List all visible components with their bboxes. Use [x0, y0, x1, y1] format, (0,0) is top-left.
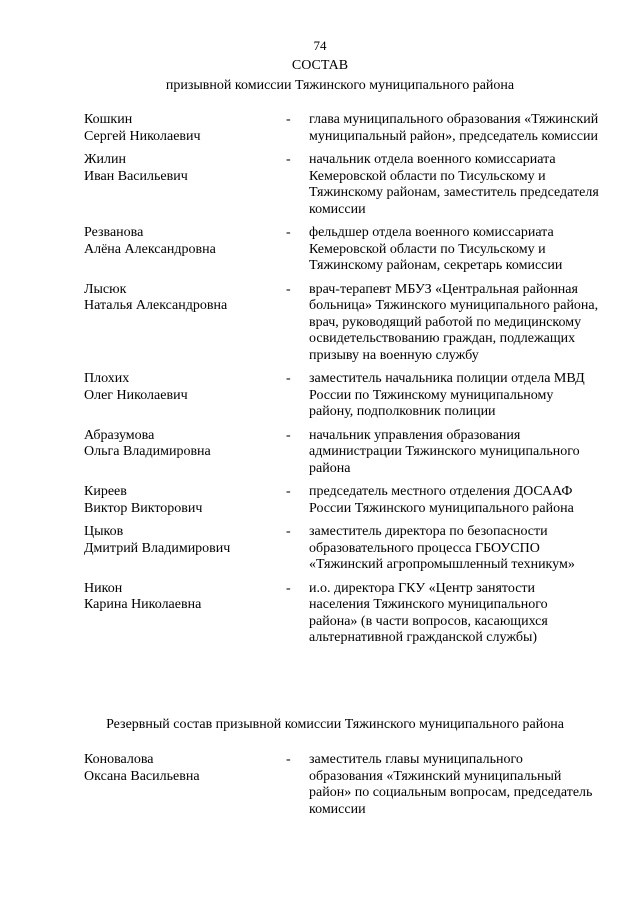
- member-name: [84, 524, 274, 557]
- member-surname: Абразумова: [84, 427, 155, 443]
- member-entry: [0, 225, 640, 275]
- member-dash: -: [286, 281, 291, 297]
- member-surname: Лысюк: [84, 281, 127, 297]
- member-entry: [0, 112, 640, 145]
- member-name: [84, 428, 274, 461]
- member-entry: [0, 428, 640, 478]
- member-name: [84, 282, 274, 315]
- member-given-name: Ольга Владимировна: [84, 444, 211, 459]
- member-dash: -: [286, 225, 291, 240]
- member-entry: [0, 371, 640, 421]
- member-name: [84, 752, 274, 785]
- member-name: [84, 152, 274, 185]
- member-role: врач-терапевт МБУЗ «Центральная районная больница» Тяжинского муниципального района, врач, руководящий работой по медицинскому освидетельствованию граждан, подлежащих призыву на военную службу: [309, 281, 599, 363]
- member-name: [84, 112, 274, 145]
- reserve-members-list: [0, 752, 640, 825]
- member-role: фельдшер отдела военного комиссариата Кемеровской области по Тисульскому и Тяжинскому районам, секретарь комиссии: [309, 225, 563, 273]
- member-surname: Цыков: [84, 524, 124, 539]
- member-given-name: Наталья Александровна: [84, 298, 228, 313]
- page-number: 74: [313, 38, 327, 53]
- member-given-name: Оксана Васильевна: [84, 768, 200, 784]
- member-role: начальник управления образования администрации Тяжинского муниципального района: [309, 427, 580, 476]
- member-entry: [0, 152, 640, 218]
- member-surname: Плохих: [84, 371, 130, 386]
- member-dash: -: [286, 580, 291, 596]
- member-dash: -: [286, 371, 291, 386]
- member-role: председатель местного отделения ДОСААФ России Тяжинского муниципального района: [309, 484, 574, 516]
- member-role: и.о. директора ГКУ «Центр занятости населения Тяжинского муниципального района» (в части вопросов, касающихся альтернативной гражданской службы): [309, 580, 548, 645]
- member-entry: [0, 524, 640, 574]
- member-surname: Жилин: [84, 152, 127, 167]
- member-dash: -: [286, 524, 291, 539]
- member-name: [84, 225, 274, 258]
- member-dash: -: [286, 152, 291, 167]
- member-surname: Коновалова: [84, 752, 154, 767]
- member-dash: -: [286, 484, 291, 499]
- member-name: [84, 581, 274, 614]
- member-role: заместитель директора по безопасности образовательного процесса ГБОУСПО «Тяжинский агропромышленный техникум»: [309, 524, 575, 572]
- member-surname: Никон: [84, 580, 123, 596]
- reserve-member-entry: [0, 752, 640, 818]
- member-given-name: Иван Васильевич: [84, 168, 188, 184]
- document-title: СОСТАВ: [291, 58, 349, 73]
- member-name: [84, 371, 274, 404]
- commission-members-list: [0, 112, 640, 654]
- member-entry: [0, 484, 640, 517]
- member-role: глава муниципального образования «Тяжинский муниципальный район», председатель комиссии: [309, 112, 599, 144]
- member-role: начальник отдела военного комиссариата Кемеровской области по Тисульскому и Тяжинскому районам, заместитель председателя комиссии: [309, 152, 599, 217]
- member-surname: Киреев: [84, 484, 127, 499]
- member-role: заместитель главы муниципального образования «Тяжинский муниципальный район» по социальным вопросам, председатель комиссии: [309, 752, 593, 817]
- member-given-name: Дмитрий Владимирович: [84, 540, 231, 556]
- member-role: заместитель начальника полиции отдела МВД России по Тяжинскому муниципальному району, подполковник полиции: [309, 371, 585, 419]
- member-given-name: Олег Николаевич: [84, 387, 188, 403]
- member-entry: [0, 581, 640, 647]
- document-subtitle: призывной комиссии Тяжинского муниципального района: [165, 78, 515, 93]
- reserve-section-title: Резервный состав призывной комиссии Тяжинского муниципального района: [106, 717, 564, 732]
- member-surname: Кошкин: [84, 112, 133, 127]
- member-given-name: Карина Николаевна: [84, 597, 202, 612]
- member-given-name: Виктор Викторович: [84, 500, 203, 516]
- member-dash: -: [286, 112, 291, 127]
- member-surname: Резванова: [84, 225, 144, 240]
- member-entry: [0, 282, 640, 365]
- member-dash: -: [286, 427, 291, 443]
- member-dash: -: [286, 752, 291, 767]
- member-given-name: Сергей Николаевич: [84, 128, 201, 144]
- member-name: [84, 484, 274, 517]
- member-given-name: Алёна Александровна: [84, 241, 216, 257]
